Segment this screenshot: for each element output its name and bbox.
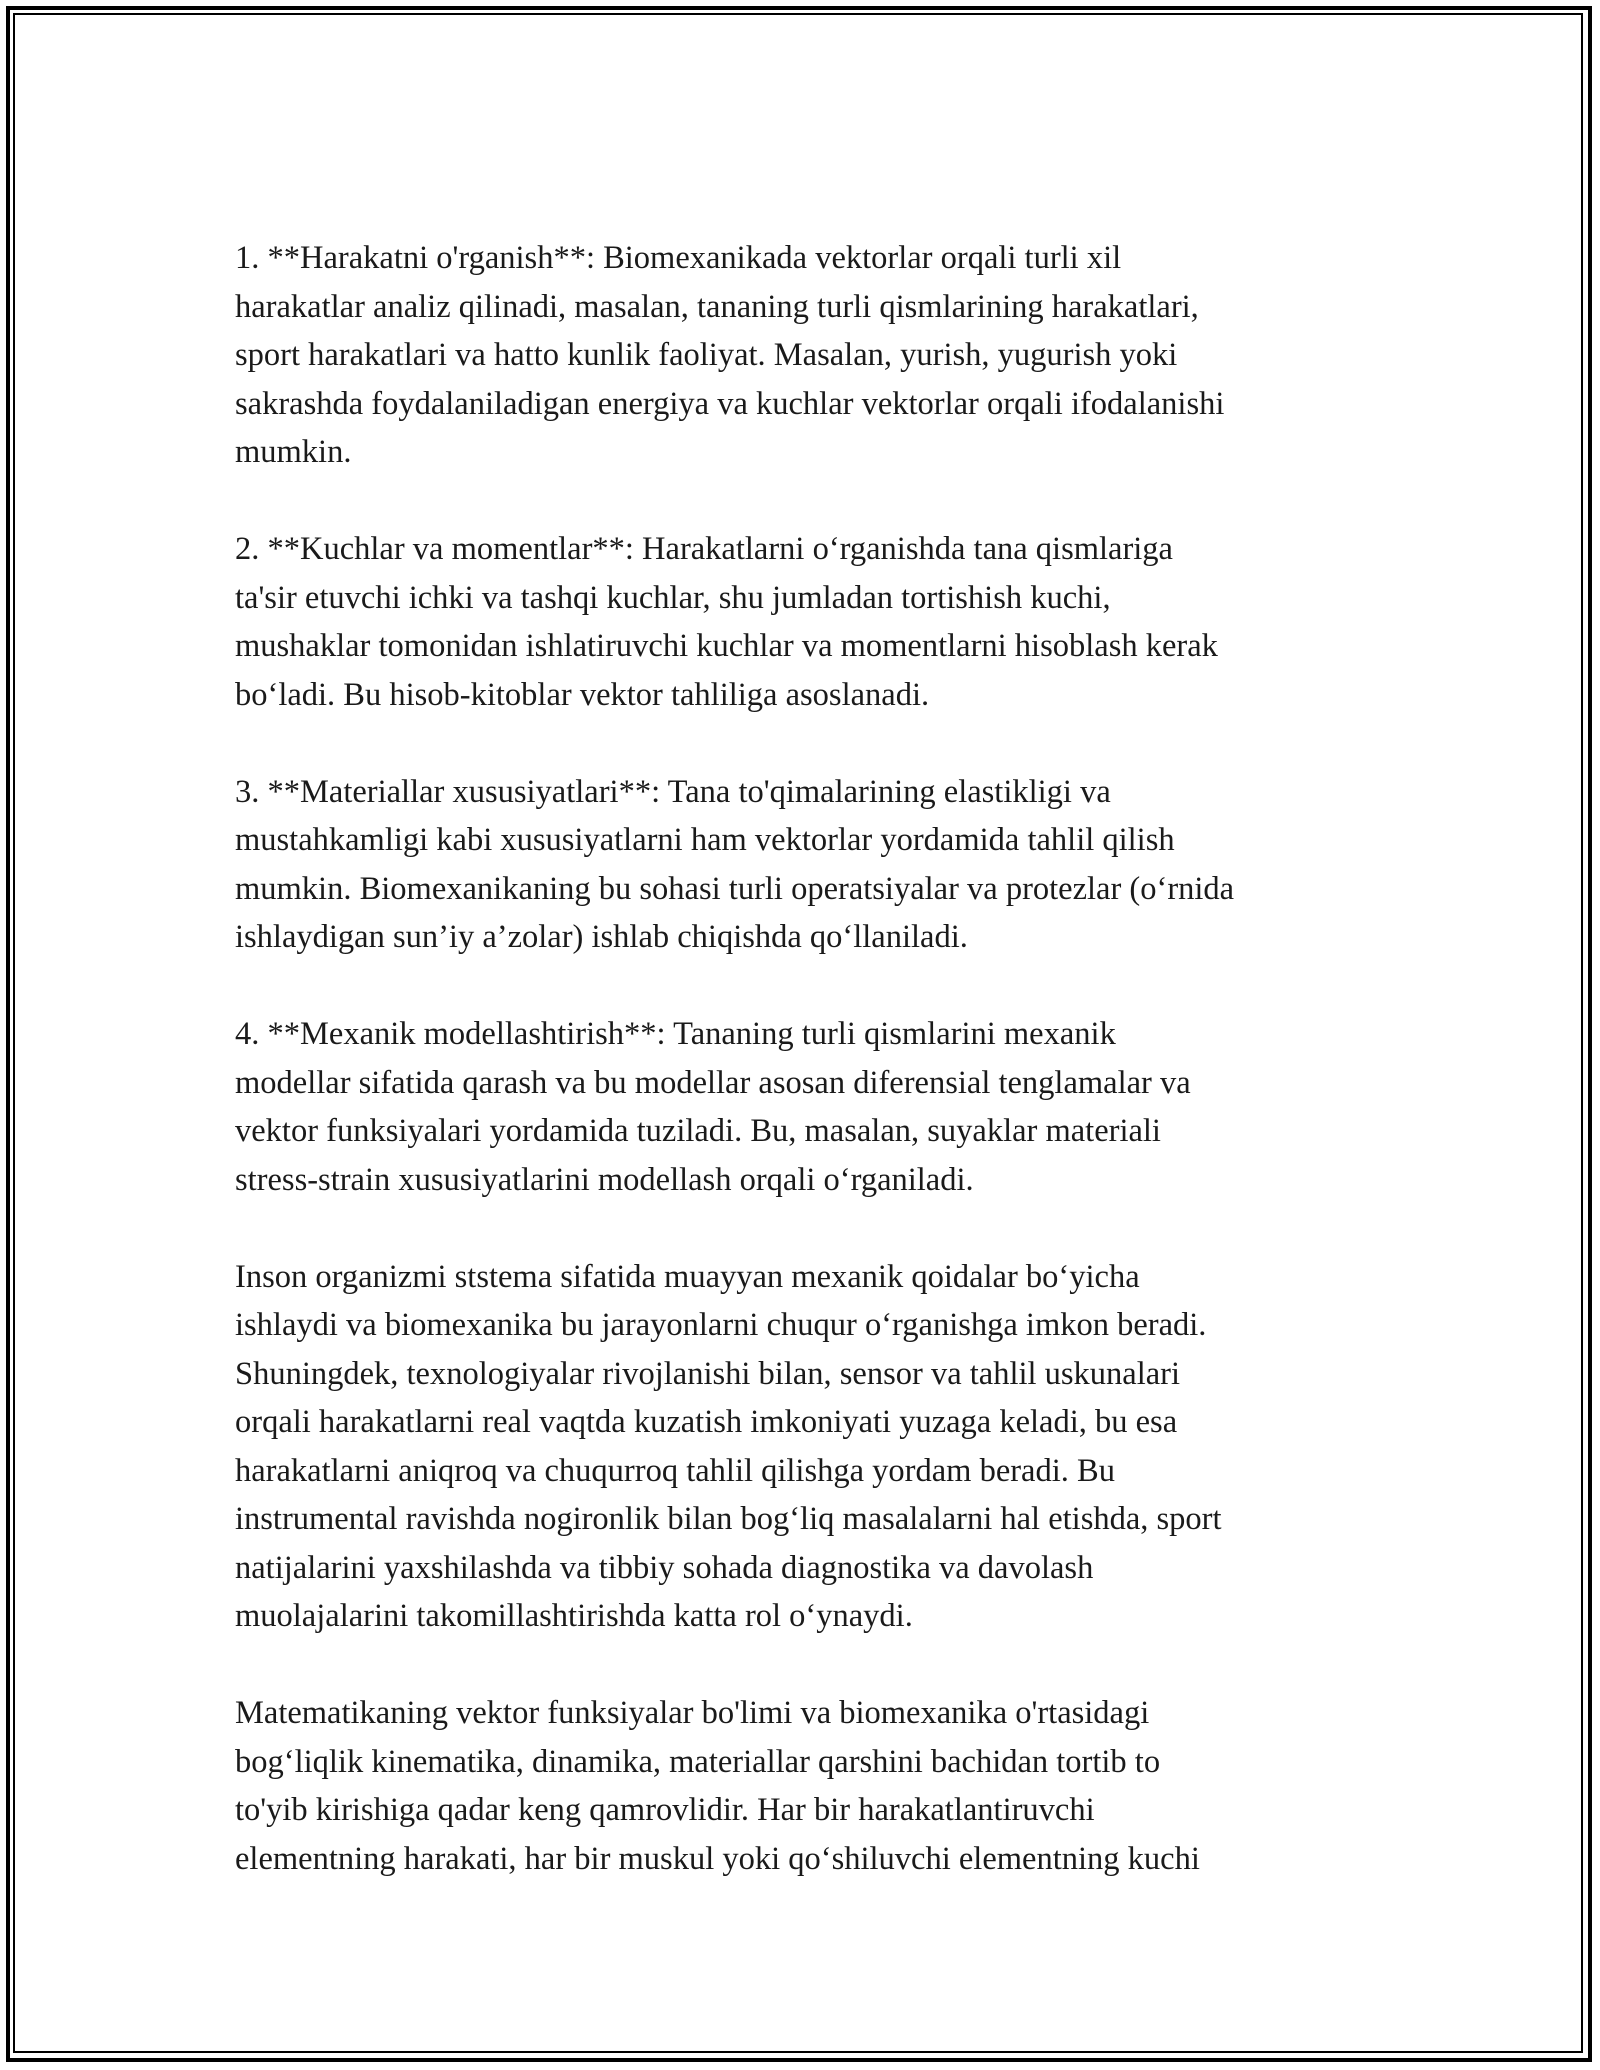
paragraph-kuchlar-va-momentlar: 2. **Kuchlar va momentlar**: Harakatlarni o‘rganishda tana qismlariga ta'sir etuvchi ichki va tashqi kuchlar, shu jumladan tortishish kuchi, mushaklar tomonidan ishlatiruvchi kuchlar va momentlarni hisoblash kerak bo‘ladi. Bu hisob-kitoblar vektor tahliliga asoslanadi.: [235, 531, 1218, 713]
paragraph-harakatni-organish: 1. **Harakatni o'rganish**: Biomexanikada vektorlar orqali turli xil harakatlar analiz qilinadi, masalan, tananing turli qismlarining harakatlari, sport harakatlari va hatto kunlik faoliyat. Masalan, yurish, yugurish yoki sakrashda foydalaniladigan energiya va kuchlar vektorlar orqali ifodalanishi mumkin.: [235, 240, 1225, 470]
paragraph-matematikaning-vektor: Matematikaning vektor funksiyalar bo'limi va biomexanika o'rtasidagi bog‘liqlik kinematika, dinamika, materiallar qarshini bachidan tortib to to'yib kirishiga qadar keng qamrovlidir. Har bir harakatlantiruvchi elementning harakati, har bir muskul yoki qo‘shiluvchi elementning kuchi: [235, 1695, 1200, 1877]
paragraph-materiallar-xususiyatlari: 3. **Materiallar xususiyatlari**: Tana to'qimalarining elastikligi va mustahkamligi kabi xususiyatlarni ham vektorlar yordamida tahlil qilish mumkin. Biomexanikaning bu sohasi turli operatsiyalar va protezlar (o‘rnida ishlaydigan sun’iy a’zolar) ishlab chiqishda qo‘llaniladi.: [235, 773, 1235, 955]
document-body: [235, 234, 1375, 1883]
paragraph-inson-organizmi: Inson organizmi ststema sifatida muayyan mexanik qoidalar bo‘yicha ishlaydi va biomexanika bu jarayonlarni chuqur o‘rganishga imkon beradi. Shuningdek, texnologiyalar rivojlanishi bilan, sensor va tahlil uskunalari orqali harakatlarni real vaqtda kuzatish imkoniyati yuzaga keladi, bu esa harakatlarni aniqroq va chuqurroq tahlil qilishga yordam beradi. Bu instrumental ravishda nogironlik bilan bog‘liq masalalarni hal etishda, sport natijalarini yaxshilashda va tibbiy sohada diagnostika va davolash muolajalarini takomillashtirishda katta rol o‘ynaydi.: [235, 1258, 1222, 1634]
paragraph-mexanik-modellashtirish: 4. **Mexanik modellashtirish**: Tananing turli qismlarini mexanik modellar sifatida qarash va bu modellar asosan diferensial tenglamalar va vektor funksiyalari yordamida tuziladi. Bu, masalan, suyaklar materiali stress-strain xususiyatlarini modellash orqali o‘rganiladi.: [235, 1016, 1191, 1198]
